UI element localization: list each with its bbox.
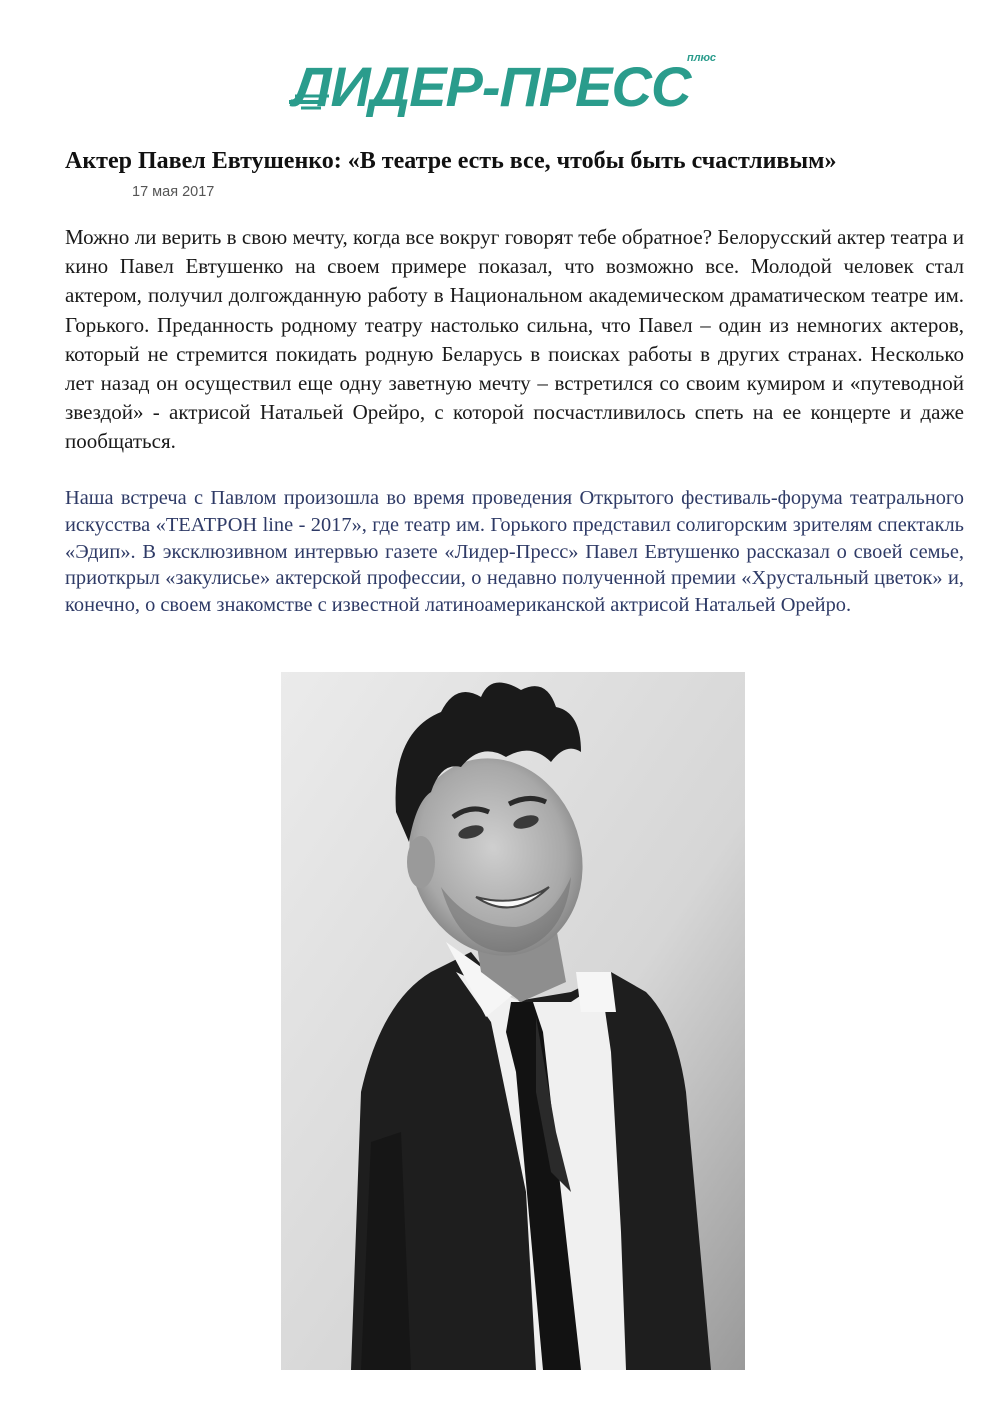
portrait-illustration	[281, 672, 745, 1370]
article-paragraph-lead: Наша встреча с Павлом произошла во время проведения Открытого фестиваль-форума театрального искусства «ТЕАТРОН line - 2017», где театр им. Горького представил солигорским зрителям спектакль «Эдип». В эксклюзивном интервью газете «Лидер-Пресс» Павел Евтушенко рассказал о своей семье, приоткрыл «закулисье» актерской профессии, о недавно полученной премии «Хрустальный цветок» и, конечно, о своем знакомстве с известной латиноамериканской актрисой Натальей Орейро.	[65, 487, 964, 617]
article-date: 17 мая 2017	[132, 184, 215, 200]
logo-text: ЛИДЕР-ПРЕСС	[293, 55, 691, 118]
publication-logo	[285, 52, 735, 122]
article-headline: Актер Павел Евтушенко: «В театре есть все, чтобы быть счастливым»	[65, 148, 837, 174]
logo-plus-label: плюс	[687, 52, 717, 64]
article-paragraph-intro: Можно ли верить в свою мечту, когда все вокруг говорят тебе обратное? Белорусский актер театра и кино Павел Евтушенко на своем примере показал, что возможно все. Молодой человек стал актером, получил долгожданную работу в Национальном академическом драматическом театре им. Горького. Преданность родному театру настолько сильна, что Павел – один из немногих актеров, который не стремится покидать родную Беларусь в поисках работы в других странах. Несколько лет назад он осуществил еще одну заветную мечту – встретился со своим кумиром и «путеводной звездой» - актрисой Натальей Орейро, с которой посчастливилось спеть на ее концерте и даже пообщаться.	[65, 225, 964, 454]
portrait-photo	[281, 672, 745, 1370]
